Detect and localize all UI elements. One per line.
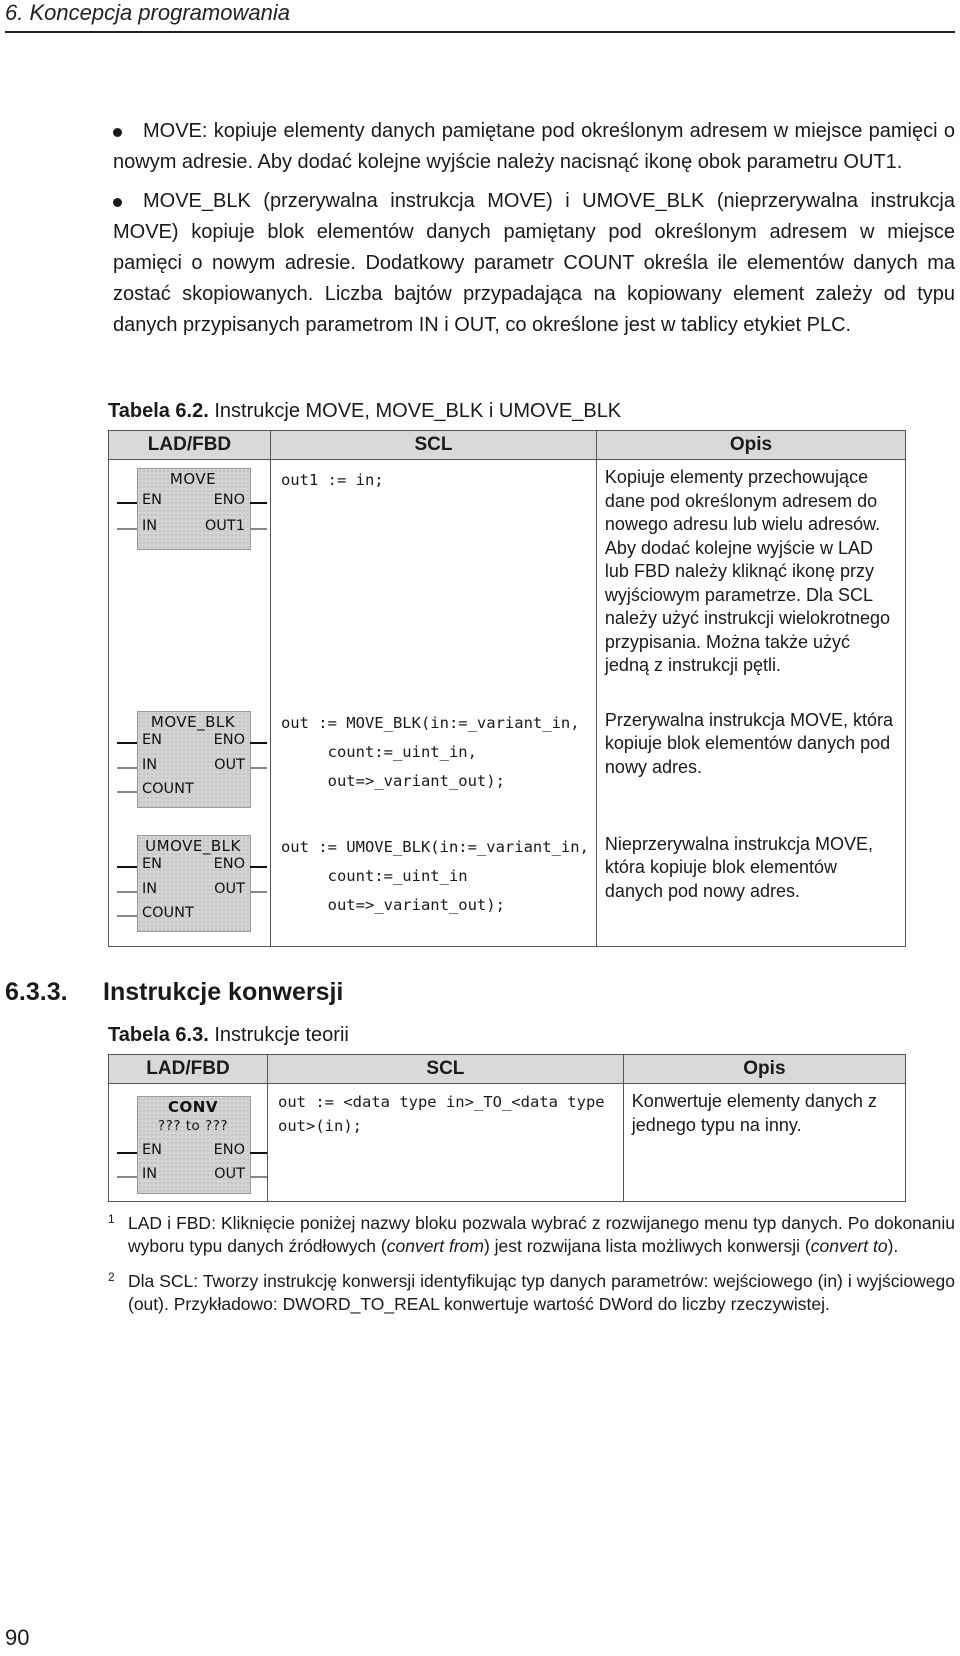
footnote-text: ) jest rozwijana lista możliwych konwersji (	[483, 1236, 811, 1256]
opis-text: Konwertuje elementy danych z jednego typu na inny.	[631, 1091, 877, 1135]
lad-block-move-blk	[117, 711, 267, 806]
scl-cell	[270, 703, 596, 827]
block-title: UMOVE_BLK	[145, 836, 241, 855]
wire	[250, 866, 267, 868]
table-caption	[108, 400, 621, 423]
table-row	[109, 1084, 906, 1202]
footnote-2	[108, 1270, 955, 1316]
column-header: LAD/FBD	[109, 431, 271, 460]
table-caption	[108, 1024, 349, 1047]
footnote-mark: 1	[108, 1212, 115, 1226]
block-title: MOVE_BLK	[150, 712, 236, 731]
opis-cell	[596, 827, 905, 947]
running-head: 6. Koncepcja programowania	[5, 0, 290, 25]
bullet-dot	[113, 198, 122, 207]
footnote-text: LAD i FBD: Kliknięcie poniżej nazwy bloku pozwala wybrać z rozwijanego menu typ danych. Po dokonaniu wyboru typu danych źródłowych (	[128, 1213, 955, 1256]
wire	[250, 1152, 267, 1154]
footnotes	[108, 1212, 955, 1328]
pin-label: ENO	[213, 855, 245, 872]
bullet-dot	[113, 128, 122, 137]
scl-code: out1 := in;	[280, 471, 384, 489]
wire	[250, 1176, 267, 1178]
wire	[117, 528, 137, 530]
wire	[117, 767, 137, 769]
table-caption-number: Tabela 6.2.	[108, 400, 209, 422]
section-title: Instrukcje konwersji	[103, 978, 344, 1006]
bullet-text: MOVE: kopiuje elementy danych pamiętane pod określonym adresem w miejsce pamięci o nowym adresie. Aby dodać kolejne wyjście należy nacisnąć ikonę obok parametru OUT1.	[113, 120, 955, 173]
bullet-item-move-blk	[113, 186, 955, 341]
column-header: SCL	[270, 431, 596, 460]
wire	[250, 528, 267, 530]
wire	[117, 791, 137, 793]
header-rule	[5, 31, 955, 33]
pin-label: OUT	[214, 756, 245, 773]
lad-block-move	[117, 468, 267, 548]
opis-cell	[596, 703, 905, 827]
wire	[117, 866, 137, 868]
lad-cell	[109, 703, 271, 827]
pin-label: OUT	[214, 880, 245, 897]
wire	[117, 915, 137, 917]
opis-text: Kopiuje elementy przechowujące dane pod określonym adresem do nowego adresu lub wielu adresów. Aby dodać kolejne wyjście w LAD lub FBD należy kliknąć ikonę przy wyjściowym parametrze. Dla SCL należy użyć instrukcji wielokrotnego przypisania. Można także użyć jedną z instrukcji pętli.	[604, 467, 891, 675]
pin-label: IN	[142, 1166, 158, 1182]
scl-code: out := UMOVE_BLK(in:=_variant_in, count:=_uint_in out=>_variant_out);	[280, 837, 589, 914]
section-number: 6.3.3.	[5, 978, 68, 1006]
bullet-list	[113, 116, 955, 349]
pin-label: EN	[142, 855, 163, 872]
column-header: LAD/FBD	[109, 1055, 268, 1084]
footnote-mark: 2	[108, 1270, 115, 1284]
column-header: Opis	[596, 431, 905, 460]
wire	[117, 1152, 137, 1154]
wire	[250, 742, 267, 744]
lad-block-conv	[117, 1096, 267, 1192]
pin-label: ENO	[213, 1142, 245, 1158]
scl-code: out := <data type in>_TO_<data type out>(in);	[278, 1093, 605, 1135]
wire	[250, 502, 267, 504]
footnote-text: Dla SCL: Tworzy instrukcję konwersji identyfikując typ danych parametrów: wejściowego (in) i wyjściowego (out). Przykładowo: DWORD_TO_REAL konwertuje wartość DWord do liczby rzeczywistej.	[128, 1271, 955, 1314]
opis-cell	[623, 1084, 905, 1202]
pin-label: EN	[142, 492, 163, 508]
pin-label: OUT1	[204, 518, 245, 534]
lad-cell	[109, 460, 271, 703]
pin-label: EN	[142, 1142, 163, 1158]
footnote-1	[108, 1212, 955, 1258]
pin-label: ENO	[213, 492, 245, 508]
wire	[117, 502, 137, 504]
block-subtitle: ??? to ???	[157, 1118, 229, 1134]
table-caption-text: Instrukcje MOVE, MOVE_BLK i UMOVE_BLK	[208, 400, 622, 422]
pin-label: EN	[142, 731, 163, 748]
table-conversion-instructions	[108, 1054, 906, 1202]
table-row	[109, 827, 906, 947]
footnote-emphasis: convert from	[386, 1236, 484, 1256]
footnote-text: ).	[887, 1236, 899, 1256]
wire	[117, 1176, 137, 1178]
pin-label: IN	[142, 880, 158, 897]
opis-text: Przerywalna instrukcja MOVE, która kopiuje blok elementów danych pod nowy adres.	[604, 709, 894, 777]
opis-cell	[596, 460, 905, 703]
wire	[250, 767, 267, 769]
page-number: 90	[5, 1625, 30, 1650]
scl-code: out := MOVE_BLK(in:=_variant_in, count:=_uint_in, out=>_variant_out);	[280, 713, 580, 790]
wire	[117, 891, 137, 893]
scl-cell	[270, 460, 596, 703]
block-title: CONV	[168, 1098, 218, 1116]
lad-cell	[109, 1084, 268, 1202]
pin-label: OUT	[214, 1166, 245, 1182]
scl-cell	[270, 827, 596, 947]
table-move-instructions	[108, 430, 906, 947]
table-row	[109, 460, 906, 703]
column-header: Opis	[623, 1055, 905, 1084]
pin-label: ENO	[213, 731, 245, 748]
pin-label: IN	[142, 518, 158, 534]
bullet-item-move	[113, 116, 955, 178]
lad-cell	[109, 827, 271, 947]
lad-block-umove-blk	[117, 835, 267, 930]
scl-cell	[268, 1084, 624, 1202]
table-caption-text: Instrukcje teorii	[208, 1024, 349, 1046]
table-caption-number: Tabela 6.3.	[108, 1024, 209, 1046]
pin-label: COUNT	[142, 904, 194, 921]
footnote-emphasis: convert to	[810, 1236, 888, 1256]
column-header: SCL	[268, 1055, 624, 1084]
pin-label: IN	[142, 756, 158, 773]
wire	[250, 891, 267, 893]
bullet-text: MOVE_BLK (przerywalna instrukcja MOVE) i UMOVE_BLK (nieprzerywalna instrukcja MOVE) kopiuje blok elementów danych pamiętany pod określonym adresem w miejsce pamięci o nowym adresie. Dodatkowy parametr COUNT określa ile elementów danych ma zostać skopiowanych. Liczba bajtów przypadająca na kopiowany element zależy od typu danych przypisanych parametrom IN i OUT, co określone jest w tablicy etykiet PLC.	[113, 190, 955, 336]
block-title: MOVE	[169, 470, 217, 488]
pin-label: COUNT	[142, 780, 194, 797]
wire	[117, 742, 137, 744]
section-heading	[5, 978, 343, 1007]
opis-text: Nieprzerywalna instrukcja MOVE, która kopiuje blok elementów danych pod nowy adres.	[604, 833, 874, 901]
table-row	[109, 703, 906, 827]
